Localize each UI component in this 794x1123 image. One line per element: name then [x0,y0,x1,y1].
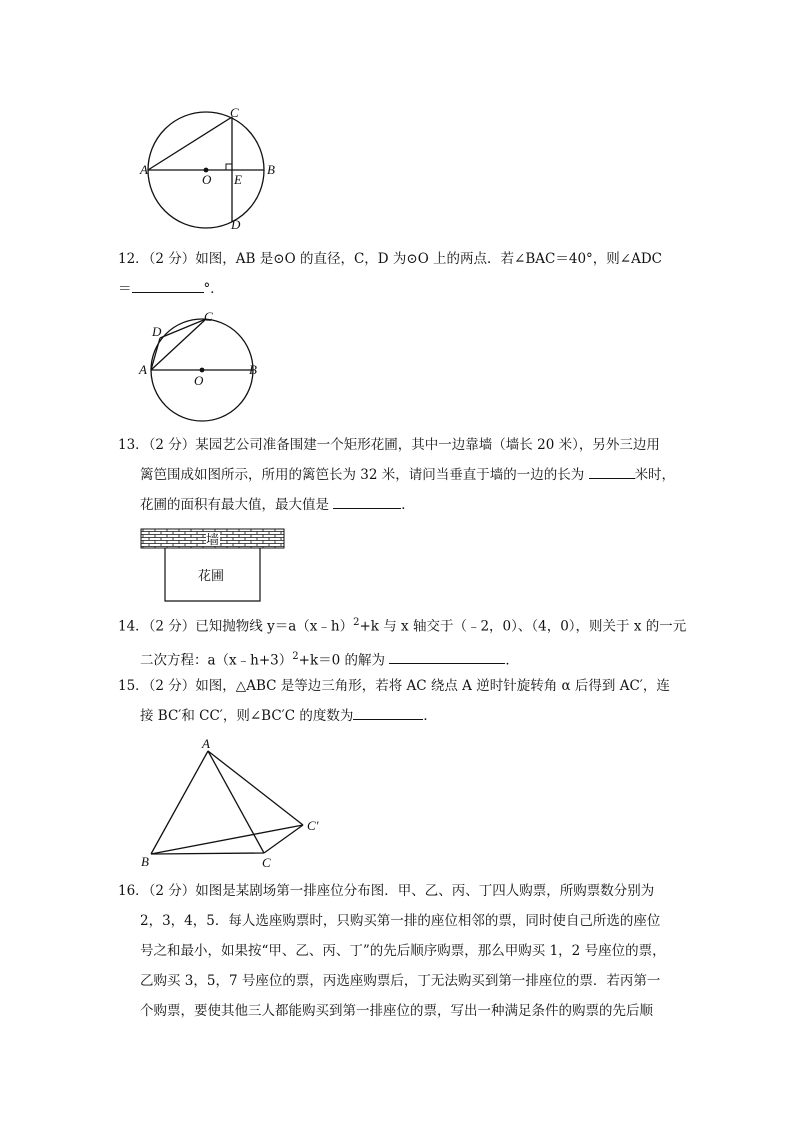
label-o: O [202,172,212,187]
label-b-3: B [141,854,149,869]
question-14 [118,608,687,675]
label-a: A [140,162,148,177]
q16-line4: 乙购买 3，5，7 号座位的票，丙选座购票后，丁无法购买到第一排座位的票．若丙第一 [140,973,661,989]
q14-line2-prefix: 二次方程：a（x﹣h+3） [140,652,293,668]
q12-line1: 12．（2 分）如图，AB 是⊙O 的直径，C，D 为⊙O 上的两点．若∠BAC＝40°，则∠ADC [118,251,663,267]
figure-circle-quadrilateral [136,310,266,425]
label-d: D [231,217,241,232]
label-d-2: D [152,324,162,339]
q12-line2-prefix: ＝ [118,281,132,297]
figure-triangle [138,736,333,871]
question-13 [118,430,678,520]
q16-line1: 16．（2 分）如图是某剧场第一排座位分布图．甲、乙、丙、丁四人购票，所购票数分别为 [118,883,655,899]
wall-label: 墙 [206,533,220,548]
label-b-2: B [249,362,257,377]
q12-line2-suffix: °． [203,281,224,297]
q15-line2-suffix: ． [423,708,437,724]
figure-circle-chord [140,105,280,235]
label-o-2: O [194,373,204,388]
q13-line1: 13．（2 分）某园艺公司准备围建一个矩形花圃，其中一边靠墙（墙长 20 米），另外三边用 [118,437,660,453]
segment-ac [148,117,232,170]
q13-line3-prefix: 花圃的面积有最大值，最大值是 [140,497,329,513]
q13-line2-prefix: 篱笆围成如图所示，所用的篱笆长为 32 米，请问当垂直于墙的一边的长为 [140,467,585,483]
garden-label: 花圃 [198,569,225,584]
q14-line1-prefix: 14．（2 分）已知抛物线 y＝a（x﹣h） [118,618,354,635]
q16-line5: 个购票，要使其他三人都能购买到第一排座位的票，写出一种满足条件的购票的先后顺 [140,1003,653,1019]
q15-line1: 15．（2 分）如图，△ABC 是等边三角形，若将 AC 绕点 A 逆时针旋转角 α 后得到 AC′，连 [118,678,670,694]
q15-line2-prefix: 接 BC′和 CC′，则∠BC′C 的度数为 [140,708,354,724]
segment-bc [151,853,264,854]
segment-ac-prime [208,751,303,825]
q13-line3-suffix: ． [401,497,415,513]
q14-line2-sup: 2 [292,650,299,662]
label-e: E [234,172,242,187]
segment-ab [151,751,208,854]
question-12 [118,244,678,304]
q16-line2: 2，3，4，5．每人选座购票时，只购买第一排的座位相邻的票，同时使自己所选的座位 [140,913,661,929]
q13-answer-blank-2[interactable] [333,494,401,509]
label-c-3: C [262,855,271,870]
label-a-3: A [202,736,210,751]
label-a-2: A [139,362,147,377]
question-16 [118,876,678,1026]
q14-line1-suffix: +k 与 x 轴交于（﹣2，0）、（4，0），则关于 x 的一元 [359,618,687,635]
q14-line1-sup: 2 [353,617,360,628]
q15-answer-blank[interactable] [353,705,423,720]
label-c-2: C [204,309,213,324]
label-c: C [230,105,239,120]
q14-answer-blank[interactable] [389,649,505,664]
label-b: B [267,162,275,177]
center-point-2 [200,368,205,373]
right-angle-mark [226,164,232,170]
q16-line3: 号之和最小，如果按“甲、乙、丙、丁”的先后顺序购票，那么甲购买 1，2 号座位的票， [140,943,666,959]
q13-line2-suffix: 米时， [634,467,676,483]
q14-line2-suffix: ． [505,652,519,668]
segment-bc-prime [151,825,303,854]
q13-answer-blank-1[interactable] [589,464,635,479]
label-c-prime: C′ [307,818,319,833]
question-15 [118,671,678,731]
segment-dc [160,319,206,338]
figure-garden [140,528,290,604]
q14-line2-mid: +k＝0 的解为 [298,652,386,668]
q12-answer-blank[interactable] [132,278,204,293]
